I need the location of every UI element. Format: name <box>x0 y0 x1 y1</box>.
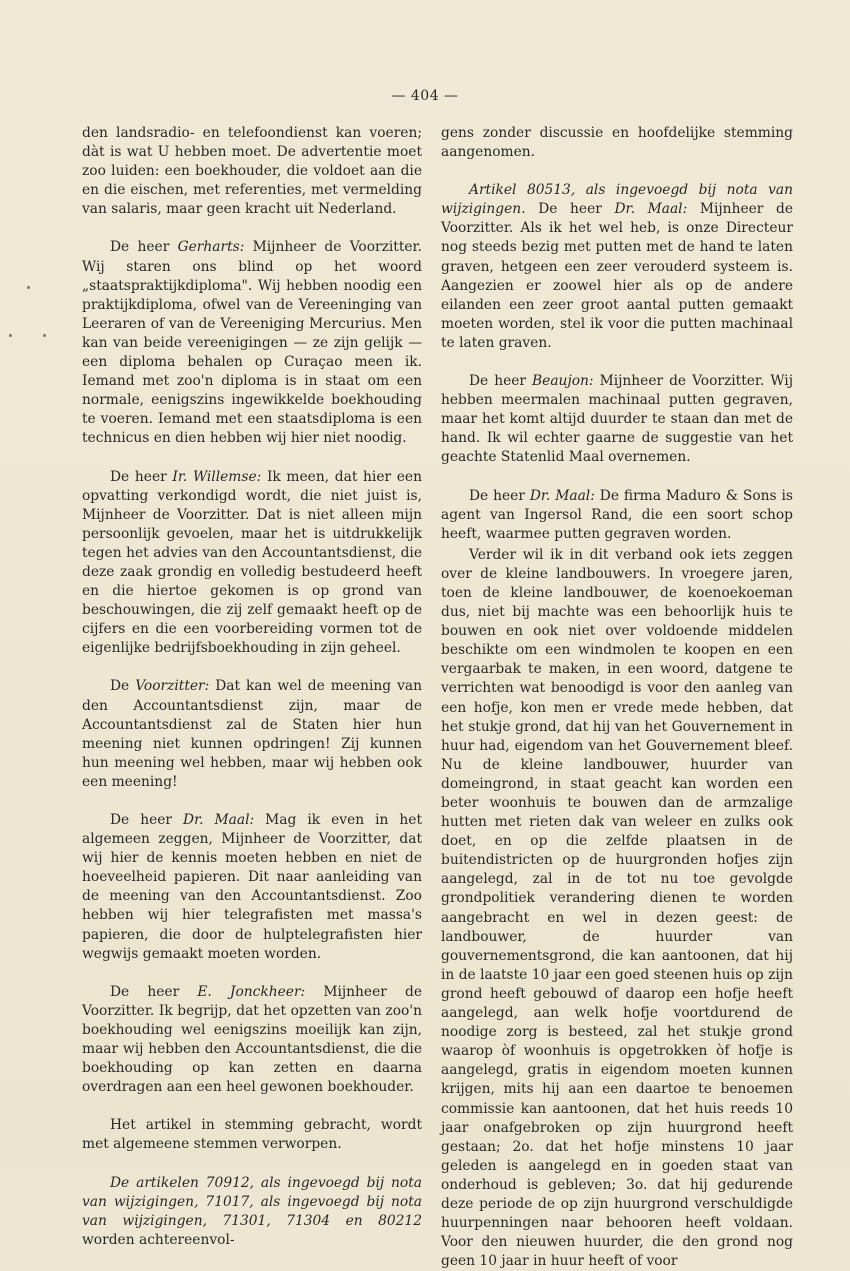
italic-run: Dr. Maal: <box>529 487 595 504</box>
text-run: De heer <box>469 487 530 504</box>
paragraph <box>82 124 422 219</box>
text-run: Mag ik even in het algemeen zeggen, Mijnheer de Voorzitter, dat wij hier de kennis moeten hebben en niet de hoeveelheid papieren. Dit naar aanleiding van de meening van den Accountantsdienst. Zoo hebben wij hier telegrafisten met massa's papieren, die door de hulptelegrafisten hier wegwijs gemaakt moeten worden. <box>82 812 422 962</box>
italic-run: Beaujon: <box>532 373 594 390</box>
text-run: den landsradio- en telefoondienst kan voeren; dàt is wat U hebben moet. De advertentie moet zoo luiden: een boekhouder, die voldoet aan die en die eischen, met referenties, met vermelding van salaris, maar geen kracht uit Nederland. <box>82 125 422 218</box>
paragraph <box>441 487 793 544</box>
text-run: De heer <box>110 983 198 1000</box>
text-run: Ik meen, dat hier een opvatting verkondigd wordt, die niet juist is, Mijnheer de Voorzitter. Dat is niet alleen mijn persoonlijk gevoelen, maar het is uitdrukkelijk tegen het advies van den Accountantsdienst, die deze zaak grondig en volledig bestudeerd heeft en die hiertoe gekomen is op grond van beschouwingen, die zij zelf gemaakt heeft op de cijfers en die een voorbereiding vormen tot de eigenlijke bedrijfsboekhouding in zijn geheel. <box>82 468 422 657</box>
paragraph <box>441 181 793 353</box>
italic-run: Voorzitter: <box>135 678 210 695</box>
paragraph <box>441 546 793 1271</box>
text-run: De heer <box>469 373 533 390</box>
text-run: De <box>110 678 136 695</box>
italic-run: De artikelen 70912, als ingevoegd bij nota van wijzigingen, 71017, als ingevoegd bij nota van wijzigingen, 71301, 71304 en 80212 <box>82 1174 422 1229</box>
margin-dot <box>9 334 12 337</box>
text-run: De heer <box>110 812 184 828</box>
text-run: Verder wil ik in dit verband ook iets zeggen over de kleine landbouwers. In vroegere jaren, toen de kleine landbouwer, de koenoekoeman dus, niet bij machte was een behoorlijk huis te bouwen en ook niet over voldoende middelen beschikte om een windmolen te koopen en een vergaarbak te maken, in een woord, datgene te verrichten wat benoodigd is voor den aanleg van een hofje, kon men er vrede mede hebben, dat het stukje grond, dat hij van het Gouvernement in huur had, eigendom van het Gouvernement bleef. Nu de kleine landbouwer, huurder van domeingrond, in staat geacht kan worden een beter woonhuis te bouwen dan de armzalige hutten met rieten dak van weleer en zulks ook doet, en op die zelfde plaatsen in de buitendistricten op de huurgronden hofjes zijn aangelegd, zal in de tot nu toe gevolgde grondpolitiek verandering dienen te worden aangebracht en wel in dezen geest: de landbouwer, de huurder van gouvernementsgrond, die kan aantoonen, dat hij in de laatste 10 jaar een goed steenen huis op zijn grond heeft gebouwd of daarop een hofje heeft aangelegd, aan welk hofje voortdurend de noodige zorg is besteed, zal het stukje grond waarop òf woonhuis is opgetrokken òf hofje is aangelegd, gratis in eigendom moeten kunnen krijgen, mits hij aan een daartoe te benoemen commissie kan aantoonen, dat het huis reeds 10 jaar onafgebroken op zijn huurgrond heeft gestaan; 2o. dat het hofje minstens 10 jaar geleden is aangelegd en in goeden staat van onderhoud is gebleven; 3o. dat hij gedurende deze periode de op zijn huurgrond verschuldigde huurpenningen naar behooren heeft voldaan. Voor den nieuwen huurder, die den grond nog geen 10 jaar in huur heeft of voor <box>441 546 793 1270</box>
text-run: Mijnheer de Voorzitter. Wij staren ons blind op het woord „staatspraktijkdiploma". Wij hebben noodig een praktijkdiploma, ofwel van de Vereeninging van Leeraren of van de Vereeniging Mercurius. Men kan van beide vereenigingen — ze zijn gelijk — een diploma behalen op Curaçao meen ik. Iemand met zoo'n diploma is in staat om een normale, eenigszins ingewikkelde boekhouding te voeren. Iemand met een staatsdiploma is een technicus en dien hebben wij hier niet noodig. <box>82 239 422 447</box>
italic-run: Gerharts: <box>177 239 245 256</box>
italic-run: Ir. Willemse: <box>172 468 262 485</box>
margin-dot <box>27 286 30 289</box>
paragraph <box>82 1116 422 1154</box>
text-run: De heer <box>525 201 615 218</box>
right-column <box>441 124 793 1271</box>
text-run: De heer <box>110 468 173 485</box>
text-run: Mijnheer de Voorzitter. Ik begrijp, dat het opzetten van zoo'n boekhouding wel eenigszins moeilijk kan zijn, maar wij hebben den Accountantsdienst, die die boekhouding op kan zetten en daarna overdragen aan een heel gewonen boekhouder. <box>82 983 422 1096</box>
text-run: Mijnheer de Voorzitter. Als ik het wel heb, is onze Directeur nog steeds bezig met putten met de hand te laten graven, hetgeen een zeer verouderd systeem is. Aangezien er zoowel hier als op de andere eilanden een zeer groot aantal putten gemaakt moeten worden, stel ik voor die putten machinaal te laten graven. <box>441 201 793 351</box>
paragraph <box>82 1174 422 1250</box>
margin-dot <box>43 334 46 337</box>
text-run: De heer <box>110 239 178 256</box>
paragraph <box>441 124 793 162</box>
paragraph <box>82 238 422 448</box>
italic-run: Dr. Maal: <box>183 812 255 828</box>
paragraph <box>82 983 422 1098</box>
paragraph <box>82 677 422 792</box>
italic-run: E. Jonckheer: <box>197 983 306 1000</box>
text-run: worden achtereenvol- <box>82 1231 235 1248</box>
paragraph <box>441 372 793 467</box>
italic-run: Artikel 80513, als ingevoegd bij nota van wijzigingen. <box>441 182 793 218</box>
text-run: gens zonder discussie en hoofdelijke stemming aangenomen. <box>441 125 793 161</box>
page-number: — 404 — <box>391 88 459 104</box>
paragraph <box>82 811 422 964</box>
text-run: De firma Maduro & Sons is agent van Ingersol Rand, die een soort schop heeft, waarmee putten gegraven worden. <box>441 487 793 542</box>
text-run: Dat kan wel de meening van den Accountantsdienst zijn, maar de Accountantsdienst zal de Staten hier hun meening niet kunnen opdringen! Zij kunnen hun meening wel hebben, maar wij hebben ook een meening! <box>82 678 422 790</box>
paragraph <box>82 468 422 659</box>
text-run: Het artikel in stemming gebracht, wordt met algemeene stemmen verworpen. <box>82 1117 422 1153</box>
text-run: Mijnheer de Voorzitter. Wij hebben meermalen machinaal putten gegraven, maar het komt altijd duurder te staan dan met de hand. Ik wil echter gaarne de suggestie van het geachte Statenlid Maal overnemen. <box>441 373 793 466</box>
left-column <box>82 124 422 1250</box>
italic-run: Dr. Maal: <box>614 201 688 218</box>
